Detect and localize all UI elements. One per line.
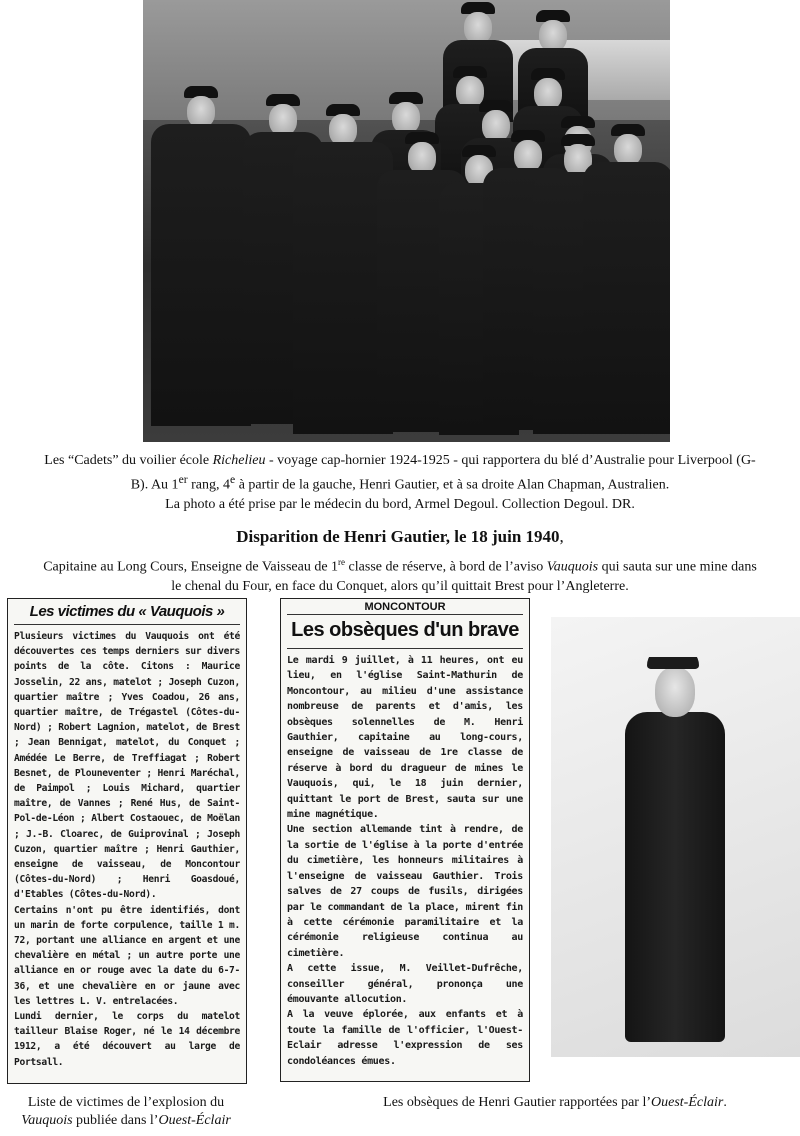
victims-list-clipping xyxy=(7,598,247,1084)
uniform-figure xyxy=(625,712,725,1042)
officer-cap xyxy=(647,647,699,669)
cadet-figure xyxy=(151,86,251,426)
funeral-clipping-caption: Les obsèques de Henri Gautier rapportées par l’Ouest-Éclair. xyxy=(383,1095,727,1110)
cadets-group-photo xyxy=(143,0,670,442)
henri-gautier-portrait xyxy=(551,617,800,1057)
clipping-body: Le mardi 9 juillet, à 11 heures, ont eu lieu, en l'église Saint-Mathurin de Moncontour, au milieu d'une assistance nombreuse de parents et d'amis, les obsèques solennelles de M. Henri Gauthier, capitaine au long-cours, enseigne de vaisseau de 1re classe de réserve à bord du dragueur de mines le Vauquois, qui, le 18 juin dernier, quittant le port de Brest, sauta sur une mine magnétique. Une section allemande tint à rendre, de la sortie de l'église à la porte d'entrée du cimetière, les honneurs militaires à l'enseigne de vaisseau Gauthier. Trois salves de 27 coups de fusils, dirigées par le commandant de la place, mirent fin à cette cérémonie paramilitaire et la cérémonie religieuse continua au cimetière. A cette issue, M. Veillet-Dufrêche, conseiller général, prononça une émouvante allocution. A la veuve éplorée, aux enfants et à toute la famille de l'officier, l'Ouest-Eclair adresse l'expression de ses condoléances émues. xyxy=(287,655,523,1067)
clipping-title: Les victimes du « Vauquois » xyxy=(14,603,240,625)
cadet-figure xyxy=(583,124,670,434)
section-subheading: Capitaine au Long Cours, Enseigne de Vaisseau de 1re classe de réserve, à bord de l’aviso Vauquois qui sauta sur une mine dans le chenal du Four, en face du Conquet, alors qu’il quittait Brest pour l’Angleterre. xyxy=(43,557,757,594)
section-heading: Disparition de Henri Gautier, le 18 juin 1940, xyxy=(236,527,564,546)
portrait-face xyxy=(655,667,695,717)
funeral-clipping xyxy=(280,598,530,1082)
clipping-kicker: MONCONTOUR xyxy=(287,601,523,615)
top-photo-caption: Les “Cadets” du voilier école Richelieu - voyage cap-hornier 1924-1925 - qui rapportera du blé d’Australie pour Liverpool (G-B). Au 1er rang, 4e à partir de la gauche, Henri Gautier, et à sa droite Alan Chapman, Australien. La photo a été prise par le médecin du bord, Armel Degoul. Collection Degoul. DR. xyxy=(44,453,756,512)
victims-clipping-caption: Liste de victimes de l’explosion du Vauquois publiée dans l’Ouest-Éclair xyxy=(21,1095,231,1128)
clipping-title: Les obsèques d'un brave xyxy=(287,615,523,649)
clipping-body: Plusieurs victimes du Vauquois ont été découvertes ces temps derniers sur divers points de la côte. Citons : Maurice Josselin, 22 ans, matelot ; Joseph Cuzon, quartier maître ; Yves Coadou, 26 ans, quartier maître, de Trégastel (Côtes-du-Nord) ; Robert Lagnion, matelot, de Brest ; Jean Bennigat, matelot, du Conquet ; Amédée Le Berre, de Treffiagat ; Robert Besnet, de Plouneventer ; Henri Maréchal, de Paimpol ; Louis Michard, quartier maître, de Vannes ; René Hus, de Saint-Pol-de-Léon ; Albert Costaouec, de Moëlan ; J.-B. Cloarec, de Guiprovinal ; Joseph Cuzon, quartier maître ; Henri Gauthier, enseigne de vaisseau, de Moncontour (Côtes-du-Nord) ; Henri Goasdoué, d'Etables (Côtes-du-Nord). Certains n'ont pu être identifiés, dont un marin de forte corpulence, taille 1 m. 72, portant une alliance en argent et une chevalière en métal ; un autre porte une alliance en or rouge avec la date du 6-7-36, et une chevalière en or jaune avec les lettres L. V. entrelacées. Lundi dernier, le corps du matelot tailleur Blaise Roger, né le 14 décembre 1912, a été découvert au large de Portsall. xyxy=(14,631,240,1068)
